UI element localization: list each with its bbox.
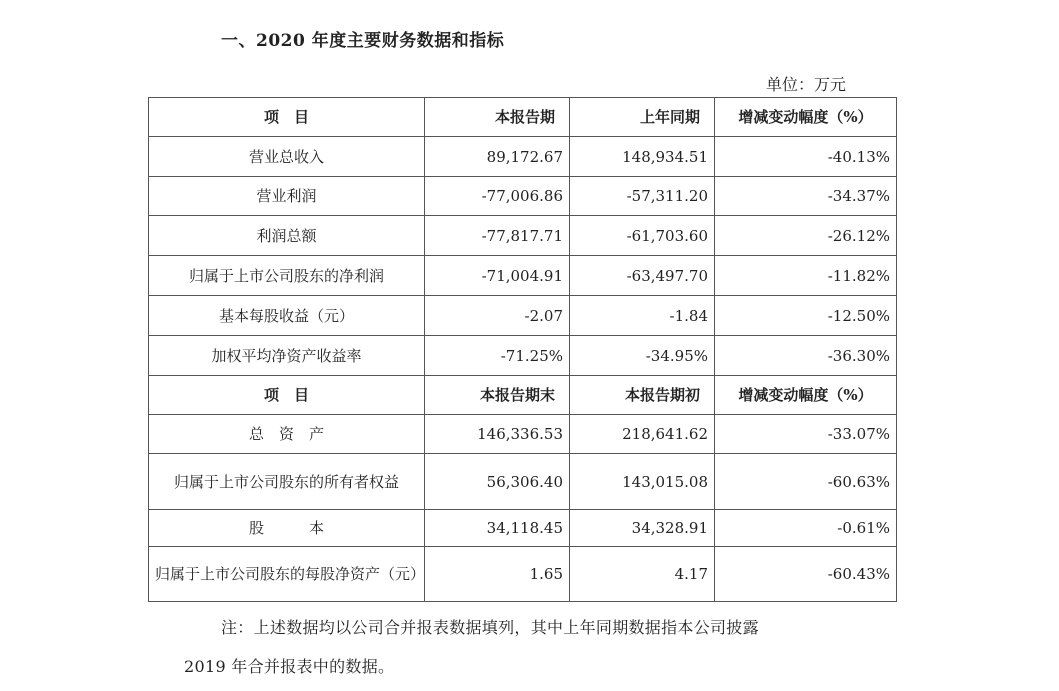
row-prior: -34.95% bbox=[570, 336, 715, 376]
row-prior: -1.84 bbox=[570, 296, 715, 336]
header-item: 项 目 bbox=[149, 98, 425, 137]
row-item: 营业利润 bbox=[149, 177, 425, 216]
row-item: 加权平均净资产收益率 bbox=[149, 336, 425, 376]
table-row bbox=[149, 547, 897, 602]
row-prior: 148,934.51 bbox=[570, 137, 715, 177]
row-change: -0.61% bbox=[715, 510, 897, 547]
footnote-line-1: 注：上述数据均以公司合并报表数据填列，其中上年同期数据指本公司披露 bbox=[221, 618, 759, 637]
row-prior: -57,311.20 bbox=[570, 177, 715, 216]
row-item: 归属于上市公司股东的净利润 bbox=[149, 256, 425, 296]
row-item: 基本每股收益（元） bbox=[149, 296, 425, 336]
section-heading: 一、2020 年度主要财务数据和指标 bbox=[221, 31, 505, 51]
row-change: -11.82% bbox=[715, 256, 897, 296]
row-item: 营业总收入 bbox=[149, 137, 425, 177]
row-change: -34.37% bbox=[715, 177, 897, 216]
row-item: 股 本 bbox=[149, 510, 425, 547]
row-change: -12.50% bbox=[715, 296, 897, 336]
row-change: -33.07% bbox=[715, 415, 897, 454]
row-current: -77,817.71 bbox=[425, 216, 570, 256]
table-row bbox=[149, 216, 897, 256]
row-change: -60.63% bbox=[715, 454, 897, 510]
table-row bbox=[149, 454, 897, 510]
row-prior: -63,497.70 bbox=[570, 256, 715, 296]
row-change: -60.43% bbox=[715, 547, 897, 602]
row-item: 利润总额 bbox=[149, 216, 425, 256]
row-current: -71,004.91 bbox=[425, 256, 570, 296]
header-change-pct: 增减变动幅度（%） bbox=[715, 376, 897, 415]
row-prior: 218,641.62 bbox=[570, 415, 715, 454]
unit-label: 单位：万元 bbox=[766, 75, 847, 94]
table-row bbox=[149, 137, 897, 177]
row-current: 56,306.40 bbox=[425, 454, 570, 510]
table-row bbox=[149, 510, 897, 547]
table-row bbox=[149, 336, 897, 376]
header-current-period: 本报告期 bbox=[425, 98, 570, 137]
table-row bbox=[149, 415, 897, 454]
row-item: 归属于上市公司股东的所有者权益 bbox=[149, 454, 425, 510]
header-change-pct: 增减变动幅度（%） bbox=[715, 98, 897, 137]
financial-data-table bbox=[148, 97, 897, 602]
row-change: -26.12% bbox=[715, 216, 897, 256]
row-change: -40.13% bbox=[715, 137, 897, 177]
row-prior: -61,703.60 bbox=[570, 216, 715, 256]
row-current: 89,172.67 bbox=[425, 137, 570, 177]
table-header-row bbox=[149, 376, 897, 415]
header-period-start: 本报告期初 bbox=[570, 376, 715, 415]
table-row bbox=[149, 177, 897, 216]
header-period-end: 本报告期末 bbox=[425, 376, 570, 415]
row-prior: 4.17 bbox=[570, 547, 715, 602]
row-prior: 34,328.91 bbox=[570, 510, 715, 547]
row-change: -36.30% bbox=[715, 336, 897, 376]
row-current: -2.07 bbox=[425, 296, 570, 336]
header-item: 项 目 bbox=[149, 376, 425, 415]
row-item: 总 资 产 bbox=[149, 415, 425, 454]
row-current: -77,006.86 bbox=[425, 177, 570, 216]
row-current: 146,336.53 bbox=[425, 415, 570, 454]
table-row bbox=[149, 256, 897, 296]
header-prior-period: 上年同期 bbox=[570, 98, 715, 137]
row-prior: 143,015.08 bbox=[570, 454, 715, 510]
row-item: 归属于上市公司股东的每股净资产（元） bbox=[149, 547, 425, 602]
table-header-row bbox=[149, 98, 897, 137]
row-current: -71.25% bbox=[425, 336, 570, 376]
row-current: 34,118.45 bbox=[425, 510, 570, 547]
table-row bbox=[149, 296, 897, 336]
row-current: 1.65 bbox=[425, 547, 570, 602]
footnote-line-2: 2019 年合并报表中的数据。 bbox=[184, 657, 395, 676]
